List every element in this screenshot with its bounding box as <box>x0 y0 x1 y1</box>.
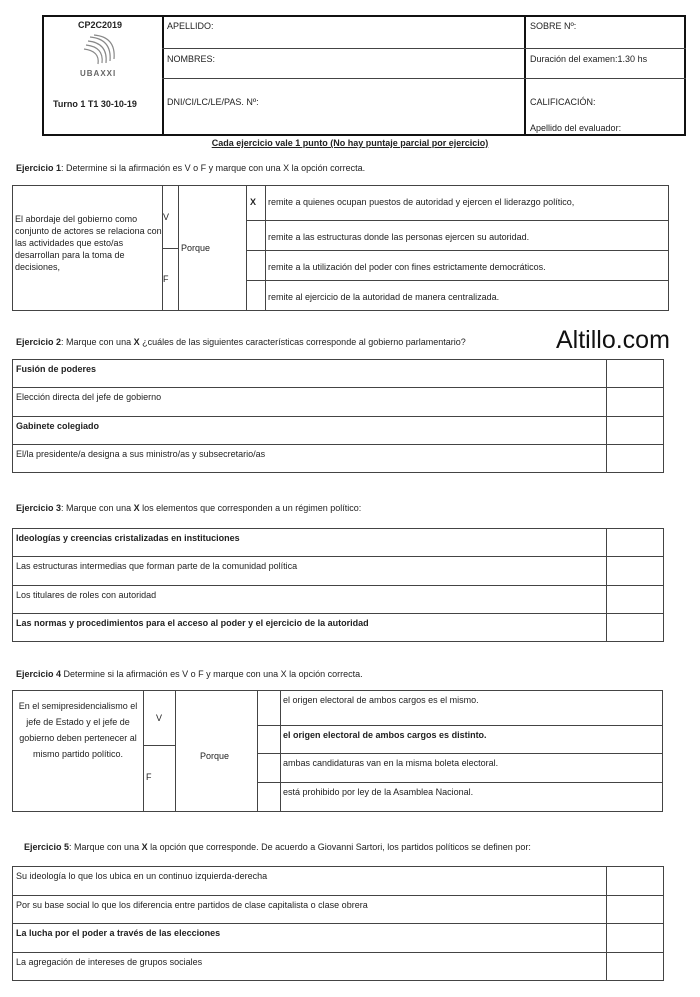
evaluador-label: Apellido del evaluador: <box>530 123 622 133</box>
item-text: El/la presidente/a designa a sus ministro/as y subsecretario/as <box>16 448 266 459</box>
header-table <box>42 15 686 136</box>
ej1-f[interactable]: F <box>163 274 169 284</box>
item-text: Gabinete colegiado <box>16 420 100 431</box>
course-code: CP2C2019 <box>78 20 123 30</box>
item-text: Su ideología lo que los ubica en un continuo izquierda-derecha <box>16 871 268 881</box>
ej1-v[interactable]: V <box>163 212 170 222</box>
ej5-heading: Ejercicio 5: Marque con una X la opción que corresponde. De acuerdo a Giovanni Sartori, los partidos políticos se definen por: <box>24 842 531 852</box>
ej1-statement: El abordaje del gobierno como conjunto de actores se relaciona con las actividades que esto/as desarrollan para la toma de decisiones, <box>15 214 162 272</box>
item-checkbox[interactable] <box>607 896 663 924</box>
item-checkbox[interactable] <box>607 388 663 415</box>
item-checkbox[interactable] <box>607 953 663 981</box>
duracion-label: Duración del examen:1.30 hs <box>530 54 648 64</box>
option-text: ambas candidaturas van en la misma boleta electoral. <box>283 758 499 768</box>
item-checkbox[interactable] <box>607 360 663 387</box>
option-text: el origen electoral de ambos cargos es el mismo. <box>283 695 479 705</box>
option-mark-box[interactable]: X <box>250 197 257 207</box>
item-checkbox[interactable] <box>607 586 663 613</box>
dni-label: DNI/CI/LC/LE/PAS. Nº: <box>167 97 259 107</box>
nombres-label: NOMBRES: <box>167 54 216 64</box>
item-checkbox[interactable] <box>607 614 663 641</box>
item-checkbox[interactable] <box>607 529 663 556</box>
item-text: Elección directa del jefe de gobierno <box>16 392 162 403</box>
ej1-heading: Ejercicio 1: Determine si la afirmación es V o F y marque con una X la opción correcta. <box>16 163 366 173</box>
item-text: Por su base social lo que los diferencia entre partidos de clase capitalista o clase obrera <box>16 899 368 910</box>
ej2-heading: Ejercicio 2: Marque con una X ¿cuáles de las siguientes características corresponde al gobierno parlamentario? <box>16 337 466 347</box>
calificacion-label: CALIFICACIÓN: <box>530 97 596 107</box>
option-text: remite a la utilización del poder con fines estrictamente democráticos. <box>268 262 546 272</box>
sobre-label: SOBRE Nº: <box>530 21 577 31</box>
option-text: el origen electoral de ambos cargos es distinto. <box>283 730 487 740</box>
item-text: La agregación de intereses de grupos sociales <box>16 956 203 967</box>
ej4-v[interactable]: V <box>156 713 163 723</box>
altillo-watermark: Altillo.com <box>556 326 670 354</box>
apellido-label: APELLIDO: <box>167 21 214 31</box>
ej3-heading: Ejercicio 3: Marque con una X los elementos que corresponden a un régimen político: <box>16 503 362 513</box>
turno: Turno 1 T1 30-10-19 <box>53 99 137 109</box>
option-text: remite a las estructuras donde las personas ejercen su autoridad. <box>268 232 530 242</box>
subtitle: Cada ejercicio vale 1 punto (No hay puntaje parcial por ejercicio) <box>211 138 489 148</box>
item-text: La lucha por el poder a través de las elecciones <box>16 928 221 938</box>
item-checkbox[interactable] <box>607 867 663 895</box>
ej4-f[interactable]: F <box>146 772 152 782</box>
item-text: Las estructuras intermedias que forman parte de la comunidad política <box>16 561 298 572</box>
item-text: Los titulares de roles con autoridad <box>16 589 157 600</box>
logo-text: UBAXXI <box>80 69 117 78</box>
option-text: está prohibido por ley de la Asamblea Nacional. <box>283 787 474 797</box>
ej1-porque: Porque <box>181 243 211 253</box>
item-text: Ideologías y creencias cristalizadas en instituciones <box>16 533 240 543</box>
item-text: Las normas y procedimientos para el acceso al poder y el ejercicio de la autoridad <box>16 617 369 628</box>
item-checkbox[interactable] <box>607 924 663 952</box>
option-text: remite al ejercicio de la autoridad de manera centralizada. <box>268 292 500 302</box>
option-text: remite a quienes ocupan puestos de autoridad y ejercen el liderazgo político, <box>268 197 575 207</box>
item-checkbox[interactable] <box>607 417 663 444</box>
ej4-statement: En el semipresidencialismo el jefe de Estado y el jefe de gobierno deben pertenecer al mismo partido político. <box>18 701 138 759</box>
ubaxxi-logo-icon <box>80 33 124 67</box>
ej4-heading: Ejercicio 4 Determine si la afirmación es V o F y marque con una X la opción correcta. <box>16 669 363 679</box>
item-text: Fusión de poderes <box>16 364 97 374</box>
ej4-porque: Porque <box>200 751 230 761</box>
item-checkbox[interactable] <box>607 445 663 472</box>
item-checkbox[interactable] <box>607 557 663 584</box>
